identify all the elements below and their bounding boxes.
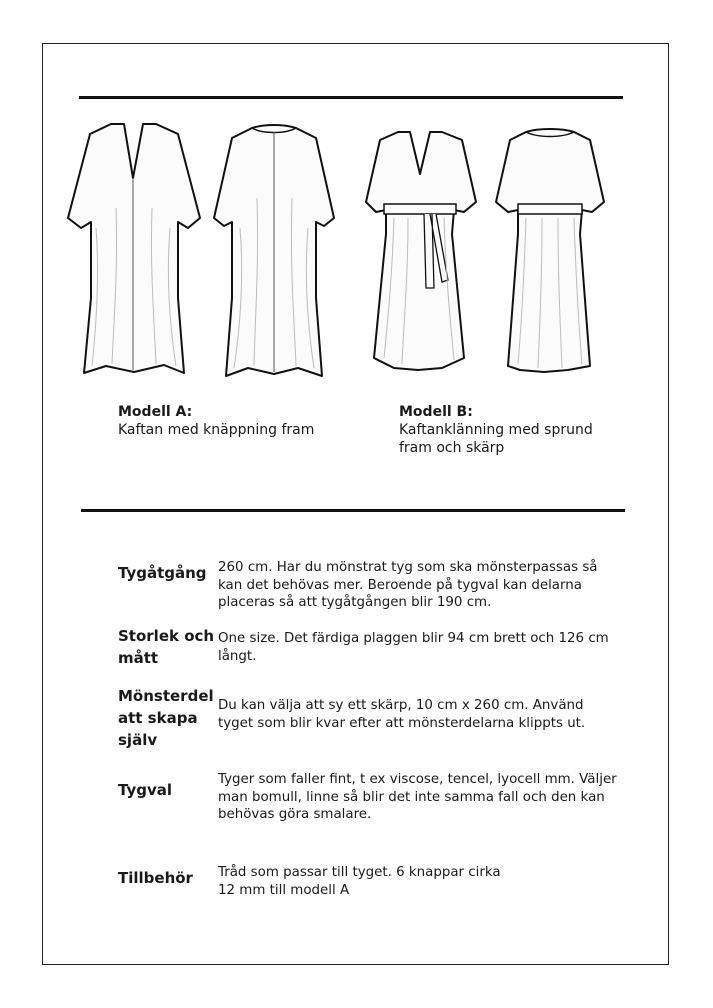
model-b-front-illustration — [364, 118, 478, 386]
spec-text-size: One size. Det färdiga plaggen blir 94 cm brett och 126 cm långt. — [218, 631, 609, 664]
model-b-back-illustration — [494, 118, 606, 386]
top-divider — [79, 96, 623, 99]
model-b-caption — [399, 403, 639, 457]
model-a-caption — [118, 403, 358, 439]
model-b-description: Kaftanklänning med sprund fram och skärp — [399, 422, 593, 456]
model-a-back-illustration — [212, 118, 336, 386]
spec-text-fabric-amount: 260 cm. Har du mönstrat tyg som ska mönsterpassas så kan det behövas mer. Beroende på tygval kan delarna placeras så att tygåtgången blir 190 cm. — [218, 560, 598, 610]
spec-text-fabric-choice: Tyger som faller fint, t ex viscose, tencel, lyocell mm. Väljer man bomull, linne så blir det inte samma fall och den kan behövas göra smalare. — [218, 772, 617, 822]
spec-label-fabric-choice: Tygval — [118, 781, 173, 799]
middle-divider — [81, 509, 625, 512]
model-a-description: Kaftan med knäppning fram — [118, 422, 315, 438]
spec-label-pattern-piece: Mönsterdel att skapa själv — [118, 687, 214, 749]
model-b-title: Modell B: — [399, 404, 473, 420]
spec-label-fabric-amount: Tygåtgång — [118, 564, 207, 582]
model-a-title: Modell A: — [118, 404, 193, 420]
spec-label-size: Storlek och mått — [118, 627, 215, 667]
model-a-front-illustration — [66, 118, 202, 386]
spec-text-pattern-piece: Du kan välja att sy ett skärp, 10 cm x 260 cm. Använd tyget som blir kvar efter att mönsterdelarna klippts ut. — [218, 698, 586, 731]
spec-text-accessories: Tråd som passar till tyget. 6 knappar cirka 12 mm till modell A — [218, 865, 501, 898]
spec-label-accessories: Tillbehör — [118, 869, 193, 887]
